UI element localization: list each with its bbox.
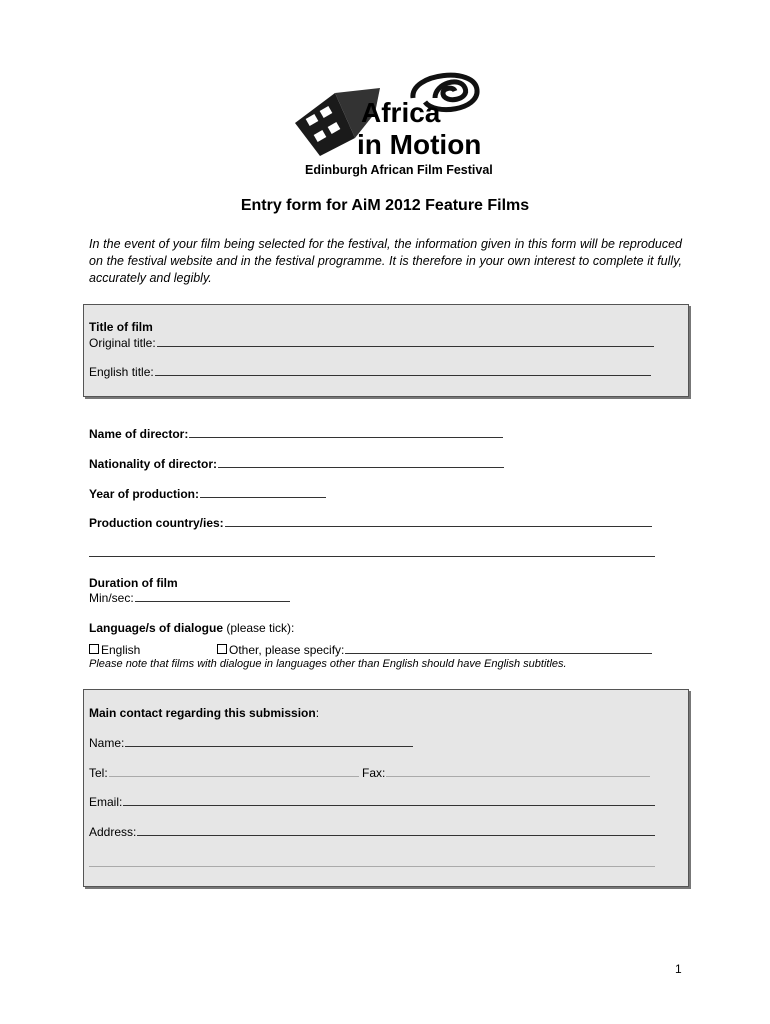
year-label: Year of production: — [89, 487, 200, 501]
language-heading: Language/s of dialogue — [89, 621, 224, 635]
contact-name-label: Name: — [89, 736, 125, 750]
original-title-label: Original title: — [89, 336, 156, 350]
address-field[interactable] — [89, 825, 655, 839]
fax-line[interactable] — [386, 766, 650, 777]
nationality-field[interactable] — [89, 457, 504, 471]
duration-line[interactable] — [135, 591, 290, 602]
address-extra-line[interactable] — [89, 856, 655, 867]
address-label: Address: — [89, 825, 137, 839]
director-label: Name of director: — [89, 427, 189, 441]
english-checkbox[interactable] — [89, 644, 99, 654]
language-heading-row — [89, 621, 294, 635]
language-note: Please note that films with dialogue in languages other than English should have English subtitles. — [89, 658, 567, 670]
logo-tagline: Edinburgh African Film Festival — [305, 163, 493, 177]
english-option[interactable] — [89, 643, 140, 657]
fax-label: Fax: — [362, 766, 386, 780]
logo-graphic — [285, 68, 495, 180]
country-line[interactable] — [225, 516, 652, 527]
logo-line2: in Motion — [357, 129, 482, 160]
tel-field[interactable] — [89, 766, 359, 780]
other-language-option[interactable] — [217, 643, 652, 657]
country-field[interactable] — [89, 516, 652, 530]
duration-field[interactable] — [89, 591, 290, 605]
contact-heading-suffix: : — [315, 706, 320, 720]
email-label: Email: — [89, 795, 123, 809]
page-number: 1 — [675, 962, 682, 976]
other-checkbox[interactable] — [217, 644, 227, 654]
film-title-section — [83, 304, 689, 397]
contact-heading-row — [89, 706, 319, 720]
africa-in-motion-logo — [285, 68, 495, 180]
duration-label: Min/sec: — [89, 591, 134, 605]
country-extra-line[interactable] — [89, 546, 655, 557]
tel-label: Tel: — [89, 766, 108, 780]
director-line[interactable] — [189, 427, 503, 438]
logo-line1: Africa — [361, 97, 441, 128]
english-option-label: English — [101, 643, 141, 657]
fax-field[interactable] — [362, 766, 650, 780]
english-title-label: English title: — [89, 365, 154, 379]
intro-paragraph: In the event of your film being selected for the festival, the information given in this form will be reproduced on the festival website and in the festival programme. It is therefore in your own interest to complete it fully, accurately and legibly. — [89, 237, 682, 285]
contact-heading: Main contact regarding this submission — [89, 706, 316, 720]
year-line[interactable] — [200, 487, 326, 498]
tel-line[interactable] — [109, 766, 359, 777]
form-title: Entry form for AiM 2012 Feature Films — [240, 197, 530, 214]
original-title-line[interactable] — [157, 336, 654, 347]
original-title-field[interactable] — [89, 336, 654, 350]
duration-heading: Duration of film — [89, 576, 178, 590]
contact-name-line[interactable] — [125, 736, 413, 747]
country-label: Production country/ies: — [89, 516, 224, 530]
director-field[interactable] — [89, 427, 503, 441]
film-title-heading: Title of film — [89, 320, 153, 334]
english-title-field[interactable] — [89, 365, 651, 379]
address-extra-field[interactable] — [89, 856, 655, 870]
country-extra-field[interactable] — [89, 546, 655, 560]
other-language-line[interactable] — [345, 643, 652, 654]
address-line[interactable] — [137, 825, 655, 836]
nationality-label: Nationality of director: — [89, 457, 218, 471]
year-field[interactable] — [89, 487, 326, 501]
nationality-line[interactable] — [218, 457, 504, 468]
contact-name-field[interactable] — [89, 736, 413, 750]
other-option-label: Other, please specify: — [229, 643, 345, 657]
language-hint: (please tick): — [226, 621, 295, 635]
email-line[interactable] — [123, 795, 655, 806]
email-field[interactable] — [89, 795, 655, 809]
english-title-line[interactable] — [155, 365, 651, 376]
